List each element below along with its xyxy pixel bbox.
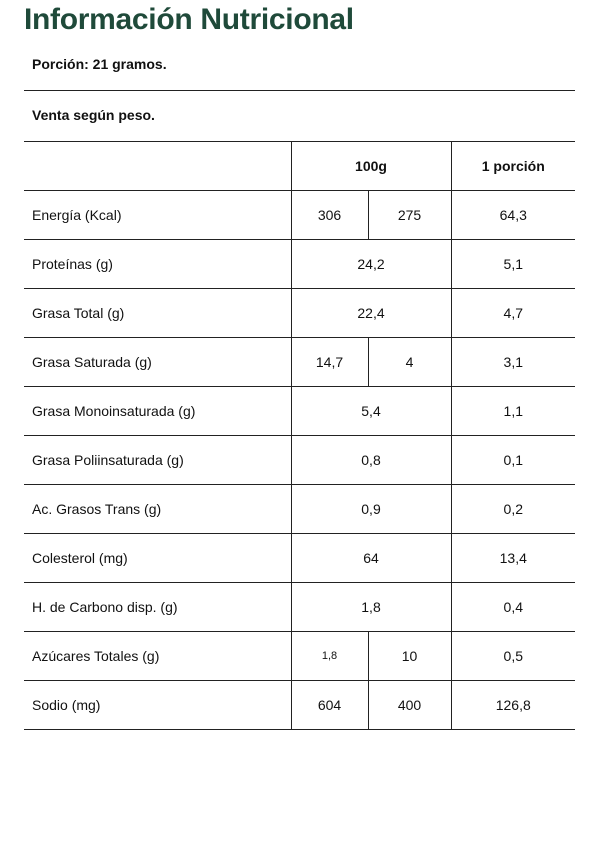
table-row xyxy=(24,632,575,681)
header-empty xyxy=(24,142,291,191)
table-row xyxy=(24,583,575,632)
table-row xyxy=(24,387,575,436)
table-row xyxy=(24,681,575,730)
table-row xyxy=(24,436,575,485)
row-label: H. de Carbono disp. (g) xyxy=(24,583,291,632)
row-value-b: 4 xyxy=(368,338,451,387)
row-value-b: 10 xyxy=(368,632,451,681)
row-label: Sodio (mg) xyxy=(24,681,291,730)
table-row xyxy=(24,338,575,387)
header-100g: 100g xyxy=(291,142,451,191)
table-row xyxy=(24,485,575,534)
table-row xyxy=(24,289,575,338)
row-value-b: 275 xyxy=(368,191,451,240)
row-value-a: 604 xyxy=(291,681,368,730)
row-portion-value: 1,1 xyxy=(451,387,575,436)
table-row xyxy=(24,240,575,289)
row-value: 64 xyxy=(291,534,451,583)
row-label: Grasa Saturada (g) xyxy=(24,338,291,387)
row-label: Colesterol (mg) xyxy=(24,534,291,583)
divider xyxy=(24,90,575,91)
row-value: 1,8 xyxy=(291,583,451,632)
row-label: Grasa Total (g) xyxy=(24,289,291,338)
table-row xyxy=(24,534,575,583)
nutrition-table xyxy=(24,141,575,730)
row-portion-value: 3,1 xyxy=(451,338,575,387)
row-value: 5,4 xyxy=(291,387,451,436)
row-portion-value: 0,1 xyxy=(451,436,575,485)
row-portion-value: 0,5 xyxy=(451,632,575,681)
row-value-a: 14,7 xyxy=(291,338,368,387)
row-value: 0,8 xyxy=(291,436,451,485)
row-portion-value: 0,2 xyxy=(451,485,575,534)
portion-size: Porción: 21 gramos. xyxy=(32,56,167,72)
row-portion-value: 64,3 xyxy=(451,191,575,240)
sale-note: Venta según peso. xyxy=(32,107,155,123)
row-value: 24,2 xyxy=(291,240,451,289)
row-portion-value: 4,7 xyxy=(451,289,575,338)
header-portion: 1 porción xyxy=(451,142,575,191)
row-value-a: 306 xyxy=(291,191,368,240)
row-portion-value: 5,1 xyxy=(451,240,575,289)
row-portion-value: 0,4 xyxy=(451,583,575,632)
row-label: Grasa Monoinsaturada (g) xyxy=(24,387,291,436)
table-row xyxy=(24,191,575,240)
row-value-a: 1,8 xyxy=(291,632,368,681)
table-header-row xyxy=(24,142,575,191)
row-label: Azúcares Totales (g) xyxy=(24,632,291,681)
row-label: Ac. Grasos Trans (g) xyxy=(24,485,291,534)
row-label: Energía (Kcal) xyxy=(24,191,291,240)
row-value: 22,4 xyxy=(291,289,451,338)
row-portion-value: 126,8 xyxy=(451,681,575,730)
row-label: Proteínas (g) xyxy=(24,240,291,289)
row-portion-value: 13,4 xyxy=(451,534,575,583)
row-label: Grasa Poliinsaturada (g) xyxy=(24,436,291,485)
row-value: 0,9 xyxy=(291,485,451,534)
page-title: Información Nutricional xyxy=(24,3,354,36)
row-value-b: 400 xyxy=(368,681,451,730)
